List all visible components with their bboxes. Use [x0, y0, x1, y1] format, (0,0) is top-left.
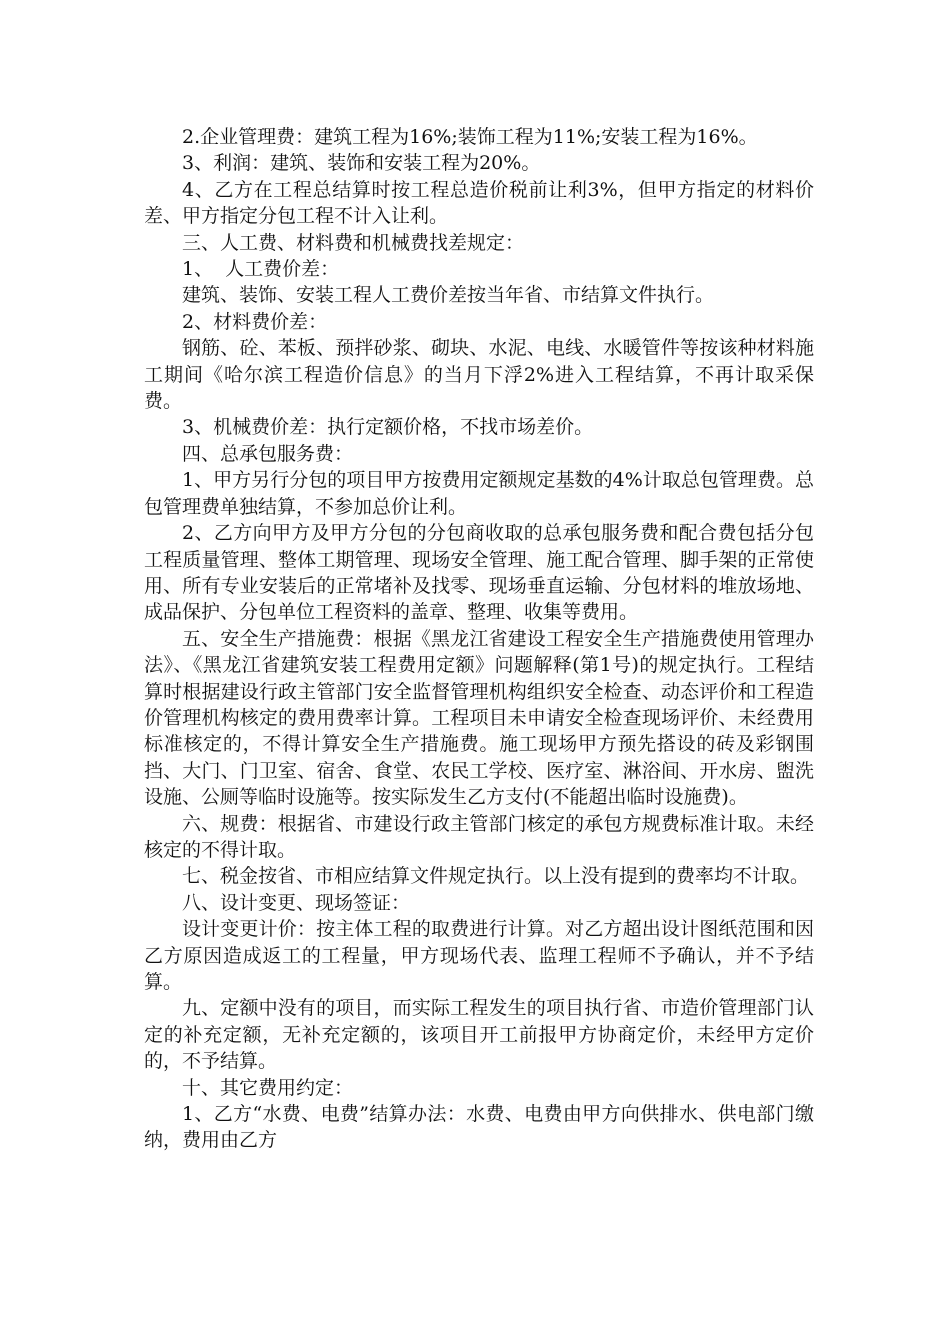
document-body: [144, 124, 814, 1154]
paragraph-general-contract-fee-2: 2、乙方向甲方及甲方分包的分包商收取的总承包服务费和配合费包括分包工程质量管理、整体工期管理、现场安全管理、施工配合管理、脚手架的正常使用、所有专业安装后的正常堵补及找零、现场垂直运输、分包材料的堆放场地、成品保护、分包单位工程资料的盖章、整理、收集等费用。: [144, 522, 814, 624]
paragraph-material-price-diff: 钢筋、砼、苯板、预拌砂浆、砌块、水泥、电线、水暖管件等按该种材料施工期间《哈尔滨工程造价信息》的当月下浮2%进入工程结算，不再计取采保费。: [144, 337, 814, 413]
paragraph-discount: 4、乙方在工程总结算时按工程总造价税前让利3%，但甲方指定的材料价差、甲方指定分包工程不计入让利。: [144, 178, 814, 228]
paragraph-labor-price-diff: 建筑、装饰、安装工程人工费价差按当年省、市结算文件执行。: [182, 284, 715, 307]
paragraph-water-electricity-fees: 1、乙方“水费、电费”结算办法：水费、电费由甲方向供排水、供电部门缴纳，费用由乙方: [144, 1103, 814, 1152]
paragraph-general-contract-fee-1: 1、甲方另行分包的项目甲方按费用定额规定基数的4%计取总包管理费。总包管理费单独结算，不参加总价让利。: [144, 469, 814, 518]
section-heading-other-fees: 十、其它费用约定：: [182, 1076, 354, 1099]
paragraph-labor-price-diff-heading: 1、 人工费价差：: [182, 258, 340, 281]
section-statutory-fees: 六、规费：根据省、市建设行政主管部门核定的承包方规费标准计取。未经核定的不得计取。: [144, 812, 814, 861]
paragraph-machinery-price-diff: 3、机械费价差：执行定额价格，不找市场差价。: [182, 416, 594, 439]
section-heading-design-changes: 八、设计变更、现场签证：: [182, 891, 411, 914]
paragraph-design-change-pricing: 设计变更计价：按主体工程的取费进行计算。对乙方超出设计图纸范围和因乙方原因造成返工的工程量，甲方现场代表、监理工程师不予确认，并不予结算。: [144, 918, 814, 993]
section-heading-price-adjustment: 三、人工费、材料费和机械费找差规定：: [182, 231, 525, 254]
paragraph-profit: 3、利润：建筑、装饰和安装工程为20%。: [182, 152, 541, 175]
paragraph-management-fee: 2.企业管理费：建筑工程为16%;装饰工程为11%;安装工程为16%。: [182, 126, 758, 148]
section-taxes: 七、税金按省、市相应结算文件规定执行。以上没有提到的费率均不计取。: [182, 865, 810, 888]
section-items-without-quota: 九、定额中没有的项目，而实际工程发生的项目执行省、市造价管理部门认定的补充定额，无补充定额的，该项目开工前报甲方协商定价，未经甲方定价的，不予结算。: [144, 997, 814, 1073]
paragraph-material-price-diff-heading: 2、材料费价差：: [182, 310, 328, 333]
section-safety-measures-fee: 五、安全生产措施费：根据《黑龙江省建设工程安全生产措施费使用管理办法》、《黑龙江省建筑安装工程费用定额》问题解释(第1号)的规定执行。工程结算时根据建设行政主管部门安全监督管理机构组织安全检查、动态评价和工程造价管理机构核定的费用费率计算。工程项目未申请安全检查现场评价、未经费用标准核定的，不得计算安全生产措施费。施工现场甲方预先搭设的砖及彩钢围挡、大门、门卫室、宿舍、食堂、农民工学校、医疗室、淋浴间、开水房、盥洗设施、公厕等临时设施等。按实际发生乙方支付(不能超出临时设施费)。: [144, 627, 814, 809]
section-heading-general-contract-fee: 四、总承包服务费：: [182, 442, 354, 465]
